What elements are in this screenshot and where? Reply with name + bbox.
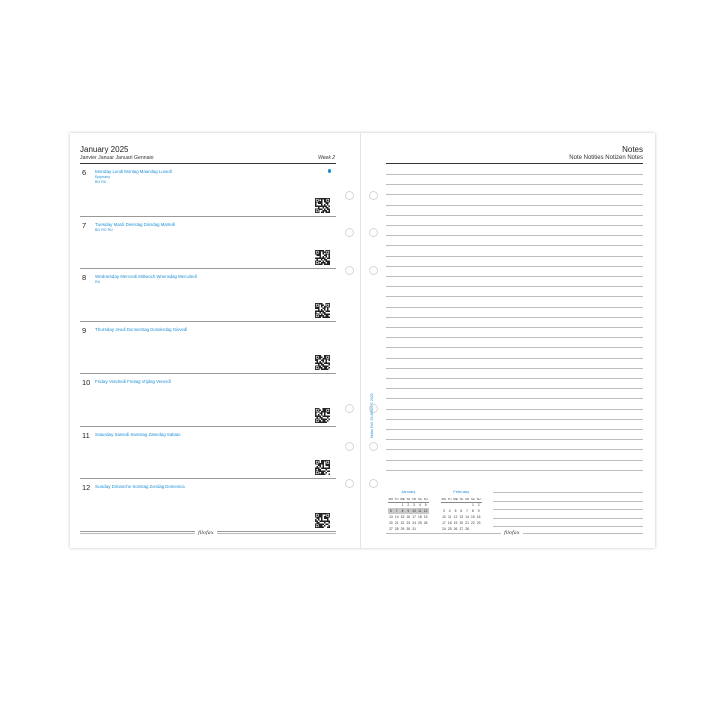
calendar-date: 13 xyxy=(459,515,464,519)
calendar-date: 18 xyxy=(418,515,422,519)
calendar-date: 11 xyxy=(418,509,422,513)
calendar-date: 18 xyxy=(447,521,452,525)
day-row[interactable] xyxy=(80,427,336,480)
month-translations: Janvier Januar Januari Gennaio xyxy=(80,155,154,161)
note-line[interactable] xyxy=(386,388,643,389)
calendar-date xyxy=(476,526,482,532)
calendar-date: 7 xyxy=(395,509,398,513)
day-name xyxy=(95,222,175,227)
day-row[interactable] xyxy=(80,164,336,217)
day-name xyxy=(95,484,185,489)
calendar-date: 10 xyxy=(412,509,416,513)
qr-code-icon[interactable] xyxy=(315,198,330,213)
day-name xyxy=(95,169,172,174)
mini-calendar-january xyxy=(388,489,429,532)
calendar-date: 1 xyxy=(471,503,474,508)
day-number: 8 xyxy=(82,273,87,282)
calendar-date: 27 xyxy=(389,527,393,531)
calendar-date: 25 xyxy=(447,527,452,531)
note-line-short[interactable] xyxy=(493,526,643,527)
calendar-date: 22 xyxy=(400,521,405,525)
ring-hole xyxy=(345,266,354,275)
notes-translations: Note Notities Notizen Notes xyxy=(569,155,643,161)
note-line[interactable] xyxy=(386,347,643,348)
note-line[interactable] xyxy=(386,419,643,420)
calendar-date: 17 xyxy=(442,521,446,525)
day-row[interactable] xyxy=(80,322,336,375)
calendar-date: 3 xyxy=(442,509,445,513)
calendar-date: 6 xyxy=(389,509,392,513)
calendar-date: 22 xyxy=(471,521,475,525)
weekday-header: SU xyxy=(423,496,428,501)
header-rule xyxy=(386,163,643,164)
ring-hole xyxy=(345,442,354,451)
mini-calendar-title: February xyxy=(453,489,470,494)
qr-code-icon[interactable] xyxy=(315,408,330,423)
calendar-date: 8 xyxy=(401,509,404,513)
note-line[interactable] xyxy=(386,205,643,206)
note-line[interactable] xyxy=(386,225,643,226)
calendar-date: 7 xyxy=(466,509,468,513)
note-line[interactable] xyxy=(386,460,643,461)
note-line-short[interactable] xyxy=(493,518,643,519)
qr-code-icon[interactable] xyxy=(315,460,330,475)
calendar-date: 20 xyxy=(389,521,393,525)
qr-code-icon[interactable] xyxy=(315,355,330,370)
calendar-date: 14 xyxy=(394,515,399,519)
calendar-date: 20 xyxy=(459,521,464,525)
calendar-date: 26 xyxy=(453,527,458,531)
day-number: 11 xyxy=(82,430,90,440)
ring-hole xyxy=(345,228,354,237)
calendar-date: 19 xyxy=(453,521,458,525)
day-name-translations: Dimanche Sonntag Zondag Domenica xyxy=(111,484,185,489)
day-name-translations: Lundi Montag Maandag Lunedì xyxy=(112,169,173,174)
note-line[interactable] xyxy=(386,337,643,338)
calendar-date: 1 xyxy=(401,503,404,508)
note-line-short[interactable] xyxy=(493,509,643,510)
ring-hole xyxy=(369,266,378,275)
calendar-date: 9 xyxy=(477,509,480,513)
day-name-english: Saturday xyxy=(95,431,114,437)
note-line[interactable] xyxy=(386,449,643,450)
calendar-date: 27 xyxy=(459,527,464,531)
ring-hole xyxy=(345,404,354,413)
weekday-header: SA xyxy=(418,496,422,501)
note-line[interactable] xyxy=(386,276,643,277)
calendar-date: 24 xyxy=(412,521,416,525)
day-name-english: Tuesday xyxy=(95,221,113,227)
calendar-date: 28 xyxy=(394,527,399,531)
note-line[interactable] xyxy=(386,286,643,287)
calendar-date: 5 xyxy=(424,503,427,508)
mini-calendar-title: January xyxy=(401,489,416,494)
calendar-date: 23 xyxy=(476,521,481,525)
weekday-header: TH xyxy=(406,496,411,501)
note-line[interactable] xyxy=(386,215,643,216)
calendar-date: 9 xyxy=(407,509,410,513)
brand-logo-left: filofax xyxy=(195,530,217,536)
moon-phase-icon xyxy=(328,169,331,173)
calendar-date: 16 xyxy=(476,515,481,519)
brand-logo-right: filofax xyxy=(501,530,523,536)
calendar-date: 29 xyxy=(400,527,405,531)
note-line[interactable] xyxy=(386,266,643,267)
day-name-translations: Samedi Samstag Zaterdag Sabato xyxy=(114,431,181,437)
note-line[interactable] xyxy=(386,174,643,175)
calendar-date: 19 xyxy=(423,515,428,519)
weekday-header: MO xyxy=(388,496,394,501)
calendar-date: 6 xyxy=(460,509,463,513)
note-line[interactable] xyxy=(386,429,643,430)
day-name-translations: Mardi Dienstag Dinsdag Martedì xyxy=(113,221,176,227)
note-line[interactable] xyxy=(386,296,643,297)
day-name-english: Wednesday xyxy=(95,274,120,279)
note-line[interactable] xyxy=(386,470,643,471)
weekday-header: SU xyxy=(476,496,481,501)
calendar-date: 21 xyxy=(394,521,399,525)
day-note: BG RO RU xyxy=(95,227,113,232)
day-name-translations: Mercredi Mittwoch Woensdag Mercoledì xyxy=(120,274,197,279)
day-number: 7 xyxy=(82,220,87,230)
note-line[interactable] xyxy=(386,317,643,318)
day-name xyxy=(95,274,197,279)
calendar-date: 17 xyxy=(412,515,416,519)
week-page xyxy=(70,133,361,548)
notes-page xyxy=(361,133,655,548)
calendar-date: 30 xyxy=(406,527,411,531)
notes-title: Notes xyxy=(622,145,643,154)
calendar-date: 5 xyxy=(454,509,457,513)
note-line[interactable] xyxy=(386,194,643,195)
note-line-short[interactable] xyxy=(493,501,643,502)
day-name-english: Sunday xyxy=(95,484,111,489)
weekday-header: SA xyxy=(471,496,475,501)
day-number: 10 xyxy=(82,378,91,387)
note-line[interactable] xyxy=(386,184,643,185)
mini-calendar-february xyxy=(441,489,482,532)
day-note: RU xyxy=(95,280,101,284)
note-line-short[interactable] xyxy=(493,492,643,493)
day-row[interactable] xyxy=(80,479,336,532)
note-line[interactable] xyxy=(386,378,643,379)
note-line[interactable] xyxy=(386,358,643,359)
calendar-date: 2 xyxy=(477,503,480,508)
ring-hole xyxy=(369,442,378,451)
planner-spread xyxy=(70,133,655,548)
calendar-date: 15 xyxy=(400,515,405,519)
calendar-date: 28 xyxy=(465,527,469,531)
note-line[interactable] xyxy=(386,256,643,257)
day-name xyxy=(95,327,188,332)
calendar-date: 11 xyxy=(447,515,452,519)
day-name xyxy=(95,379,171,384)
calendar-date: 4 xyxy=(418,503,421,508)
weekday-header: TH xyxy=(459,496,464,501)
day-number: 6 xyxy=(82,168,87,177)
qr-code-icon[interactable] xyxy=(315,250,330,265)
calendar-date: 26 xyxy=(423,521,428,525)
note-line[interactable] xyxy=(386,368,643,369)
day-name-english: Monday xyxy=(95,169,112,174)
calendar-date: 15 xyxy=(471,515,475,519)
note-line[interactable] xyxy=(386,245,643,246)
day-number: 12 xyxy=(82,483,91,492)
weekday-header: FR xyxy=(412,496,416,501)
calendar-date: 12 xyxy=(453,515,458,519)
weekday-header: FR xyxy=(465,496,469,501)
calendar-date: 24 xyxy=(442,527,446,531)
day-name-translations: Jeudi Donnerstag Donderdag Giovedì xyxy=(115,326,188,332)
ring-hole xyxy=(369,479,378,488)
ring-hole xyxy=(369,191,378,200)
calendar-date: 4 xyxy=(448,509,451,513)
weekday-header: TU xyxy=(394,496,399,501)
day-note: BG RU xyxy=(95,179,107,184)
calendar-date: 23 xyxy=(406,521,411,525)
calendar-date: 8 xyxy=(471,509,474,513)
day-row[interactable] xyxy=(80,374,336,427)
calendar-date: 31 xyxy=(412,527,416,531)
calendar-date: 14 xyxy=(465,515,469,519)
weekday-header: MO xyxy=(441,496,447,501)
note-line[interactable] xyxy=(386,409,643,410)
note-line[interactable] xyxy=(386,398,643,399)
day-name-english: Thursday xyxy=(95,326,115,332)
calendar-date: 13 xyxy=(389,515,393,519)
calendar-date: 3 xyxy=(413,503,415,508)
calendar-date: 25 xyxy=(418,521,422,525)
day-note: Epiphany xyxy=(95,175,110,179)
calendar-date: 21 xyxy=(465,521,469,525)
weekday-header: WE xyxy=(400,496,405,501)
day-row[interactable] xyxy=(80,269,336,322)
calendar-date xyxy=(423,526,429,532)
note-line[interactable] xyxy=(386,327,643,328)
week-number: Week 2 xyxy=(318,155,335,161)
calendar-date: 2 xyxy=(407,503,410,508)
weekday-header: WE xyxy=(453,496,458,501)
calendar-date: 10 xyxy=(442,515,446,519)
ring-hole xyxy=(345,479,354,488)
day-number: 9 xyxy=(82,325,87,335)
note-line[interactable] xyxy=(386,235,643,236)
ring-hole xyxy=(369,228,378,237)
ring-hole xyxy=(345,191,354,200)
day-name-english: Friday xyxy=(95,379,108,384)
spine-reference: filofax Ref. 25-68505 © 2025 xyxy=(370,393,374,438)
calendar-date: 12 xyxy=(423,509,428,513)
note-line[interactable] xyxy=(386,307,643,308)
calendar-date: 16 xyxy=(406,515,411,519)
day-name-translations: Vendredi Freitag Vrijdag Venerdì xyxy=(108,379,171,384)
month-title: January 2025 xyxy=(80,145,129,154)
day-name xyxy=(95,432,181,437)
qr-code-icon[interactable] xyxy=(315,303,330,318)
weekday-header: TU xyxy=(447,496,452,501)
day-row[interactable] xyxy=(80,217,336,270)
note-line[interactable] xyxy=(386,439,643,440)
qr-code-icon[interactable] xyxy=(315,513,330,528)
